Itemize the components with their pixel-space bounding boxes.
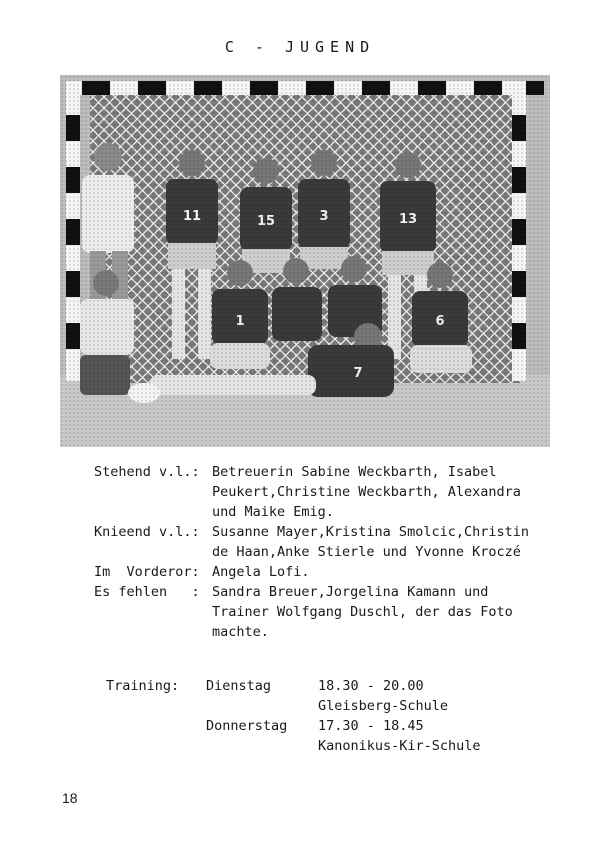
- training-label: Training:: [106, 678, 180, 694]
- team-photo: [60, 75, 550, 447]
- caption-line: Peukert,Christine Weckbarth, Alexandra: [212, 484, 521, 500]
- caption-line: Trainer Wolfgang Duschl, der das Foto: [212, 604, 513, 620]
- caption-kneeling: [94, 522, 564, 562]
- training-time: 17.30 - 18.45: [318, 718, 424, 734]
- caption-label: Knieend v.l.:: [94, 524, 200, 540]
- caption-label: Im Vorderor:: [94, 564, 200, 580]
- team-photo-graphic: [60, 75, 550, 447]
- caption-text: [212, 562, 564, 582]
- caption-line: Susanne Mayer,Kristina Smolcic,Christin: [212, 524, 529, 540]
- caption-text: [212, 582, 564, 642]
- training-info: [318, 676, 448, 716]
- page-title: C - JUGEND: [224, 38, 376, 56]
- caption-text: [212, 462, 564, 522]
- caption-line: Sandra Breuer,Jorgelina Kamann und: [212, 584, 489, 600]
- training-location: Gleisberg-Schule: [318, 698, 449, 714]
- training-location: Kanonikus-Kir-Schule: [318, 738, 481, 754]
- caption-line: de Haan,Anke Stierle und Yvonne Kroczé: [212, 544, 521, 560]
- training-day: Dienstag: [206, 678, 272, 694]
- training-day: Donnerstag: [206, 718, 288, 734]
- training-session: [106, 716, 526, 756]
- training-schedule: [106, 676, 526, 756]
- caption-label: Es fehlen :: [94, 584, 200, 600]
- caption-front: [94, 562, 564, 582]
- page-number: 18: [62, 790, 78, 806]
- caption-missing: [94, 582, 564, 642]
- photo-captions: [94, 462, 564, 642]
- training-time: 18.30 - 20.00: [318, 678, 424, 694]
- training-label-spacer: [106, 716, 206, 756]
- caption-text: [212, 522, 564, 562]
- caption-line: Angela Lofi.: [212, 564, 310, 580]
- caption-line: machte.: [212, 624, 269, 640]
- caption-line: und Maike Emig.: [212, 504, 334, 520]
- caption-label: Stehend v.l.:: [94, 464, 200, 480]
- training-session: [106, 676, 526, 716]
- caption-line: Betreuerin Sabine Weckbarth, Isabel: [212, 464, 497, 480]
- caption-standing: [94, 462, 564, 522]
- training-info: [318, 716, 481, 756]
